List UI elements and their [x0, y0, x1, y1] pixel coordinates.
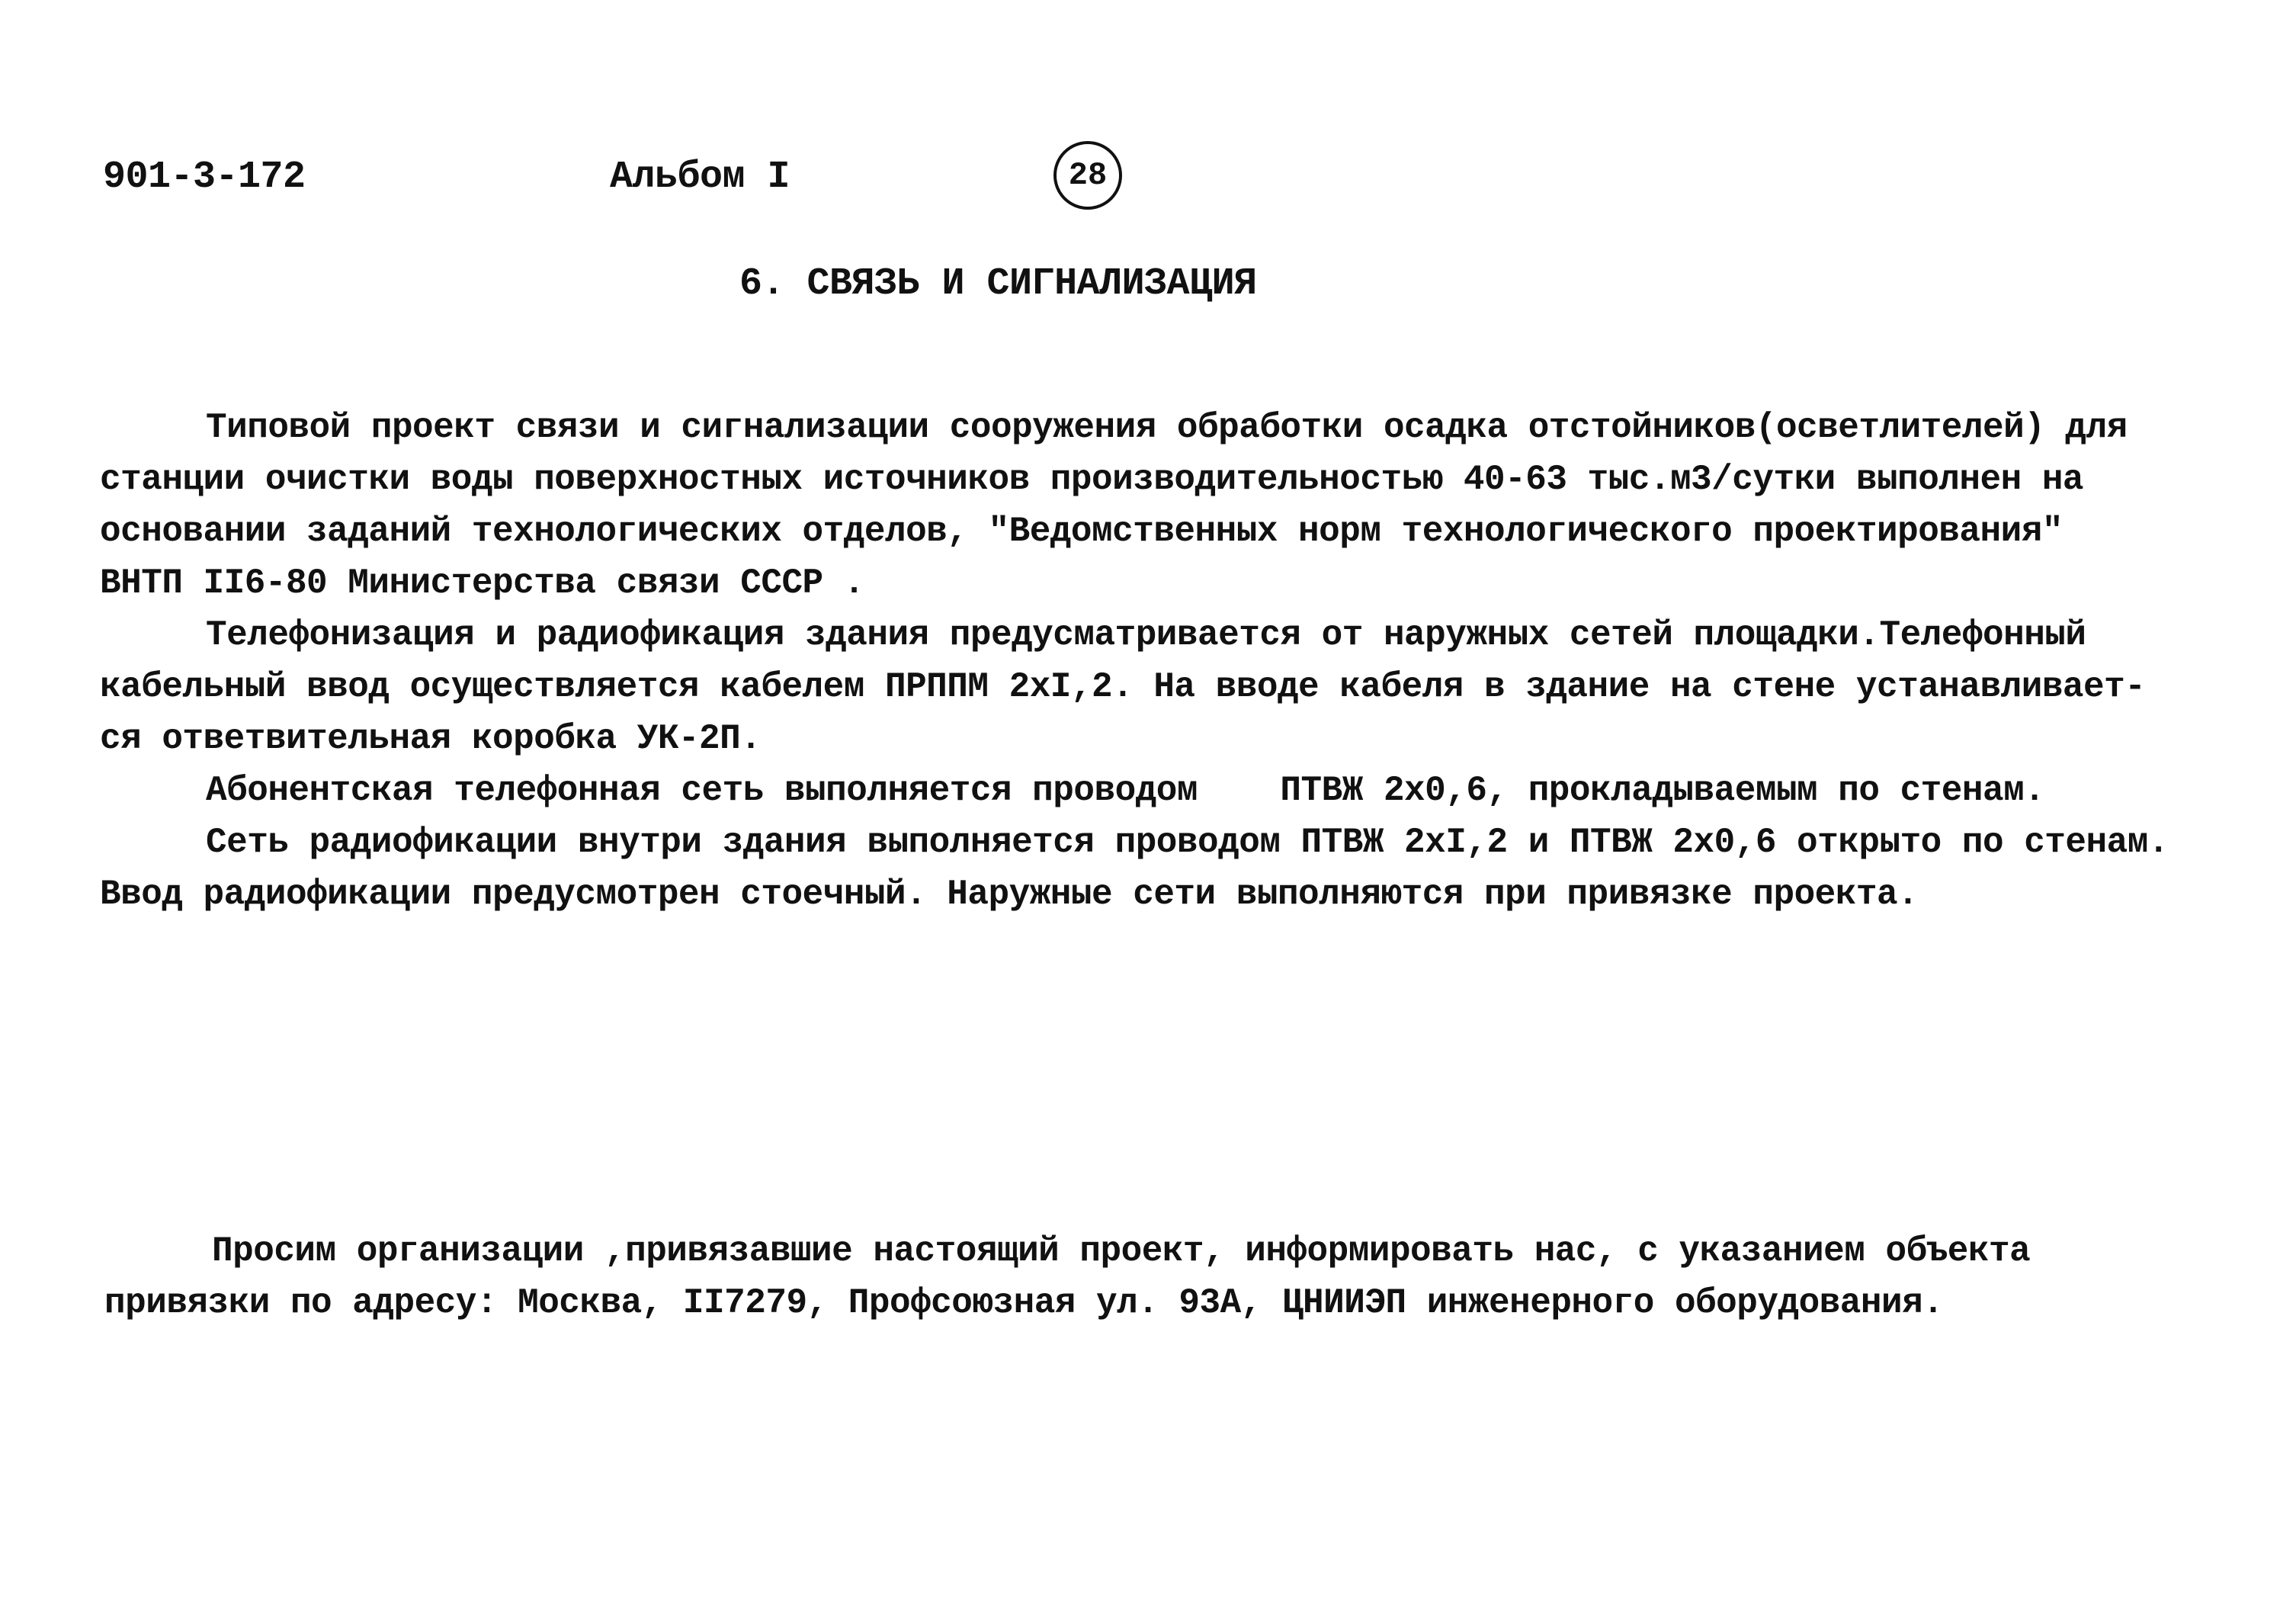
body-line: кабельный ввод осуществляется кабелем ПРППМ 2хI,2. На вводе кабеля в здание на стене устанавливает-	[100, 667, 2146, 707]
body-line: основании заданий технологических отделов, "Ведомственных норм технологического проектирования"	[100, 512, 2063, 551]
body-line: ВНТП II6-80 Министерства связи СССР .	[100, 563, 864, 603]
footer-line: Просим организации ,привязавшие настоящий проект, информировать нас, с указанием объекта	[212, 1231, 2031, 1271]
body-line: Сеть радиофикации внутри здания выполняется проводом ПТВЖ 2хI,2 и ПТВЖ 2х0,6 открыто по стенам.	[206, 823, 2169, 862]
section-title: 6. СВЯЗЬ И СИГНАЛИЗАЦИЯ	[739, 262, 1257, 306]
page-number-circle	[1053, 141, 1122, 210]
body-line: Абонентская телефонная сеть выполняется проводом ПТВЖ 2х0,6, прокладываемым по стенам.	[206, 771, 2045, 810]
page-number: 28	[1068, 157, 1108, 194]
album-label: Альбом I	[610, 156, 790, 199]
body-line: Ввод радиофикации предусмотрен стоечный. Наружные сети выполняются при привязке проекта.	[100, 875, 1919, 914]
document-number: 901-3-172	[103, 156, 306, 199]
body-line: станции очистки воды поверхностных источников производительностью 40-63 тыс.м3/сутки выполнен на	[100, 460, 2084, 499]
body-line: Телефонизация и радиофикация здания предусматривается от наружных сетей площадки.Телефонный	[206, 615, 2086, 655]
footer-line: привязки по адресу: Москва, II7279, Профсоюзная ул. 93А, ЦНИИЭП инженерного оборудования.	[104, 1283, 1944, 1323]
body-line: ся ответвительная коробка УК-2П.	[100, 719, 762, 759]
body-line: Типовой проект связи и сигнализации сооружения обработки осадка отстойников(осветлителей) для	[206, 408, 2128, 448]
